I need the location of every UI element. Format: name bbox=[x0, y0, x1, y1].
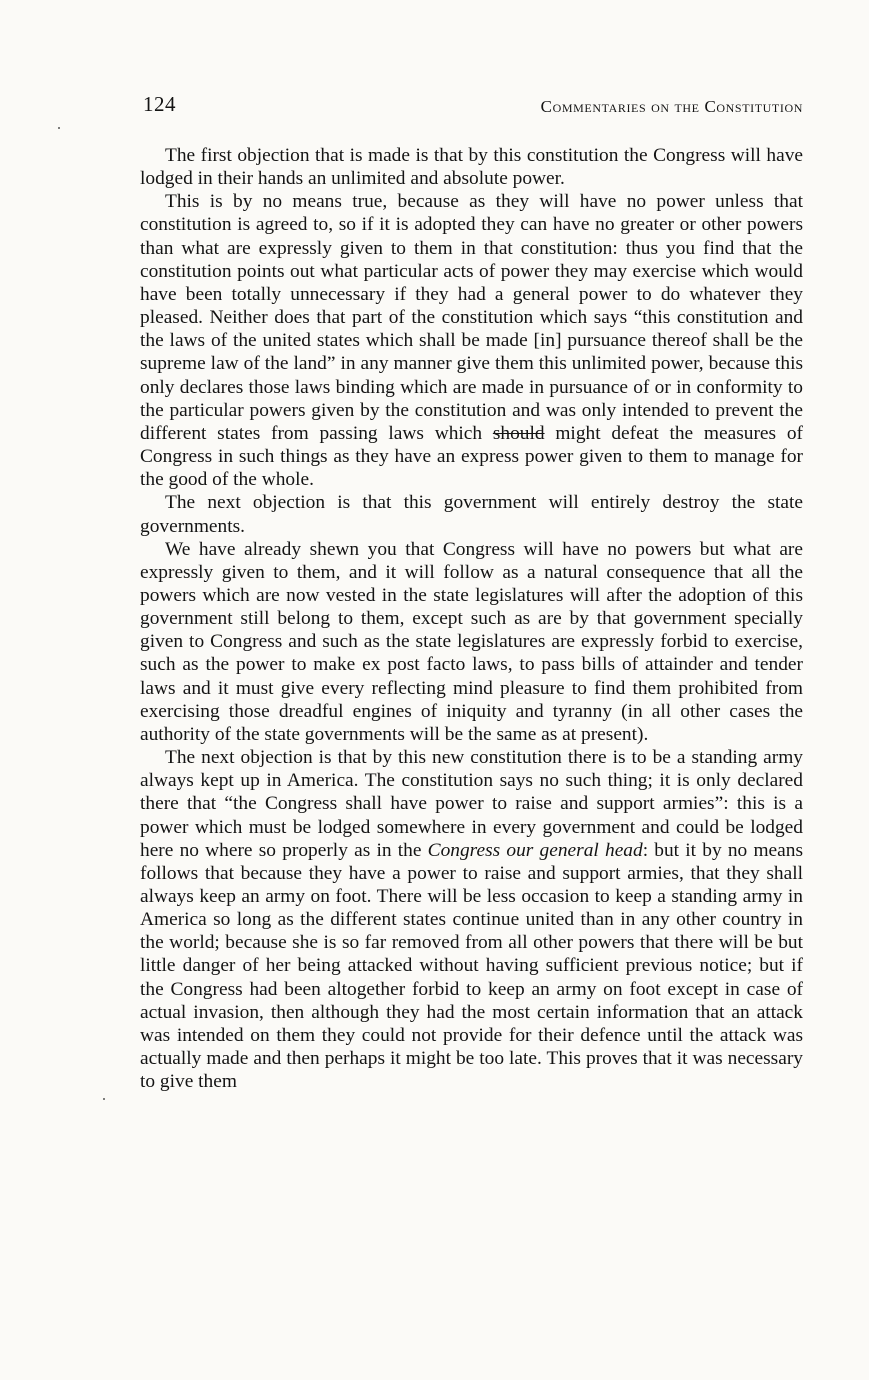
italic-phrase: Congress our general head bbox=[427, 839, 643, 861]
scan-speck bbox=[58, 127, 60, 129]
paragraph-reply-unlimited-power bbox=[140, 190, 803, 491]
scan-speck bbox=[103, 1098, 105, 1100]
paragraph-text-before-strike: This is by no means true, because as they will have no power unless that constitution is agreed to, so if it is adopted they can have no greater or other powers than what are expressly given to them in that constitution: thus you find that the constitution points out what particular acts of power they may exercise which would have been totally unnecessary if they had a general power to do whatever they pleased. Neither does that part of the constitution which says “this constitution and the laws of the united states which shall be made [in] pursuance thereof shall be the supreme law of the land” in any manner give them this unlimited power, because this only declares those laws binding which are made in pursuance of or in conformity to the particular powers given by the constitution and was only intended to prevent the different states from passing laws which bbox=[140, 191, 803, 444]
paragraph-standing-army bbox=[140, 746, 803, 1093]
struck-out-word: should bbox=[492, 422, 545, 444]
body-text bbox=[140, 144, 803, 1093]
paragraph-text-before-italic: The next objection is that by this new constitution there is to be a standing army always kept up in America. The constitution says no such thing; it is only declared there that “the Congress shall have power to raise and support armies”: this is a power which must be lodged somewhere in every government and could be lodged here no where so properly as in the bbox=[140, 747, 803, 861]
paragraph-first-objection: The first objection that is made is that by this constitution the Congress will have lodged in their hands an unlimited and absolute power. bbox=[140, 145, 803, 190]
page-number: 124 bbox=[143, 92, 176, 116]
running-head: Commentaries on the Constitution bbox=[540, 97, 803, 116]
paragraph-reply-state-powers: We have already shewn you that Congress will have no powers but what are expressly given to them, and it will follow as a natural consequence that all the powers which are now vested in the state legislatures will after the adoption of this government still belong to them, except such as are by that government specially given to Congress and such as the state legislatures are expressly forbid to exercise, such as the power to make ex post facto laws, to pass bills of attainder and tender laws and it must give every reflecting mind pleasure to find them prohibited from exercising those dreadful engines of iniquity and tyranny (in all other cases the authority of the state governments will be the same as at present). bbox=[140, 538, 803, 745]
paragraph-next-objection-state-governments: The next objection is that this government will entirely destroy the state governments. bbox=[140, 492, 803, 537]
paragraph-text-after-italic: : but it by no means follows that because they have a power to raise and support armies, that they shall always keep an army on foot. There will be less occasion to keep a standing army in America so long as the different states continue united than in any other country in the world; because she is so far removed from all other powers that there will be but little danger of her being attacked without having sufficient previous notice; but if the Congress had been altogether forbid to keep an army on foot except in case of actual invasion, then although they had the most certain information that an attack was intended on them they could not provide for their defence until the attack was actually made and then perhaps it might be too late. This proves that it was necessary to give them bbox=[140, 839, 803, 1093]
paragraph-text-after-strike: might defeat the measures of Congress in such things as they have an express power given to them to manage for the good of the whole. bbox=[140, 422, 803, 491]
